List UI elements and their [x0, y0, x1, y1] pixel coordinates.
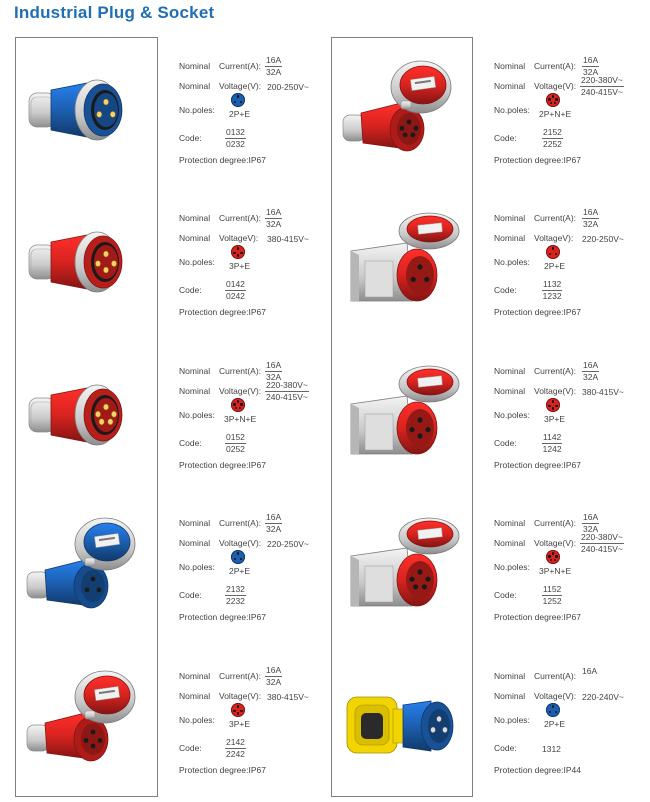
voltage-value-line: 220-380V~ — [581, 532, 623, 542]
pole-diagram-icon — [546, 93, 560, 107]
current-value — [265, 513, 282, 533]
code-value-line: 2142 — [226, 737, 245, 747]
voltage-value-line: 220-380V~ — [266, 380, 308, 390]
product-image-svg — [21, 209, 151, 309]
nominal-label: Nominal — [179, 366, 211, 376]
nominal-label: Nominal — [179, 213, 211, 223]
product-image-svg — [21, 362, 151, 462]
current-value-line: 32A — [583, 66, 599, 77]
code-label: Code: — [179, 133, 202, 143]
poles-label: No.poles: — [179, 410, 215, 420]
current-value-line: 32A — [583, 218, 599, 229]
voltage-label: Voltage(V): — [219, 538, 262, 548]
code-value — [225, 738, 246, 758]
voltage-label: Voltage(V): — [534, 386, 577, 396]
voltage-value — [580, 533, 624, 553]
voltage-value-line: 220-250V~ — [267, 539, 309, 549]
pole-diagram-icon — [231, 93, 245, 107]
poles-value: 2P+N+E — [539, 109, 572, 119]
poles-label: No.poles: — [494, 105, 530, 115]
poles-label: No.poles: — [494, 410, 530, 420]
voltage-value — [267, 692, 309, 702]
code-value-line: 1132 — [543, 279, 562, 289]
nominal-label: Nominal — [494, 538, 526, 548]
product-image — [21, 667, 151, 767]
code-value-line: 0152 — [226, 432, 245, 442]
current-value-line: 32A — [266, 523, 282, 534]
current-label: Current(A): — [534, 213, 577, 223]
nominal-label: Nominal — [179, 233, 211, 243]
product-image — [337, 362, 467, 462]
poles-label: No.poles: — [179, 105, 215, 115]
product-image-svg — [337, 209, 467, 309]
current-label: Current(A): — [219, 61, 262, 71]
voltage-value — [580, 76, 624, 96]
current-value — [582, 56, 599, 76]
code-value-line: 1312 — [542, 744, 561, 754]
current-value-line: 16A — [583, 55, 599, 65]
code-value-line: 1242 — [542, 443, 562, 454]
current-label: Current(A): — [219, 366, 262, 376]
code-value-line: 2152 — [543, 127, 562, 137]
nominal-label: Nominal — [179, 386, 211, 396]
nominal-label: Nominal — [179, 518, 211, 528]
voltage-label: Voltage(V): — [534, 538, 577, 548]
pole-diagram-icon — [231, 550, 245, 564]
nominal-label: Nominal — [494, 671, 526, 681]
nominal-label: Nominal — [179, 81, 211, 91]
current-value — [265, 56, 282, 76]
current-value-line: 16A — [583, 512, 599, 522]
poles-value: 3P+N+E — [539, 566, 572, 576]
product-spec — [179, 665, 339, 780]
code-label: Code: — [494, 438, 517, 448]
nominal-label: Nominal — [179, 538, 211, 548]
poles-label: No.poles: — [494, 257, 530, 267]
current-value-line: 16A — [582, 666, 598, 676]
voltage-label: Voltage(V): — [219, 691, 262, 701]
product-image — [21, 209, 151, 309]
protection-degree: Protection degree:IP44 — [494, 765, 581, 775]
product-spec — [179, 512, 339, 627]
nominal-label: Nominal — [494, 233, 526, 243]
voltage-label: VoltageV): — [534, 233, 574, 243]
poles-label: No.poles: — [494, 562, 530, 572]
current-value-line: 16A — [266, 55, 282, 65]
pole-diagram-icon — [546, 550, 560, 564]
code-label: Code: — [179, 590, 202, 600]
current-value-line: 16A — [266, 360, 282, 370]
nominal-label: Nominal — [494, 213, 526, 223]
code-label: Code: — [494, 743, 517, 753]
protection-degree: Protection degree:IP67 — [494, 460, 581, 470]
product-spec — [494, 360, 650, 475]
poles-label: No.poles: — [179, 257, 215, 267]
code-value — [542, 128, 563, 148]
current-label: Current(A): — [534, 366, 577, 376]
poles-value: 3P+E — [229, 261, 251, 271]
protection-degree: Protection degree:IP67 — [179, 612, 266, 622]
code-value-line: 2132 — [226, 584, 245, 594]
voltage-value — [582, 387, 624, 397]
current-value-line: 32A — [266, 676, 282, 687]
pole-diagram-icon — [231, 245, 245, 259]
protection-degree: Protection degree:IP67 — [179, 155, 266, 165]
current-label: Current(A): — [219, 518, 262, 528]
voltage-value-line: 240-415V~ — [266, 391, 308, 402]
current-value — [265, 361, 282, 381]
code-label: Code: — [494, 590, 517, 600]
poles-label: No.poles: — [179, 715, 215, 725]
voltage-value-line: 240-415V~ — [581, 86, 623, 97]
voltage-value-line: 240-415V~ — [581, 543, 623, 554]
voltage-value-line: 380-415V~ — [267, 692, 309, 702]
pole-diagram-icon — [231, 703, 245, 717]
voltage-value — [265, 381, 309, 401]
poles-value: 2P+E — [229, 109, 251, 119]
code-value-line: 2242 — [226, 748, 245, 759]
code-label: Code: — [494, 133, 517, 143]
product-image-svg — [337, 57, 467, 157]
voltage-label: Voltage(V): — [219, 386, 262, 396]
code-value — [225, 128, 246, 148]
current-value-line: 16A — [266, 665, 282, 675]
voltage-label: Voltage(V): — [219, 81, 262, 91]
poles-label: No.poles: — [494, 715, 530, 725]
voltage-value — [267, 234, 309, 244]
current-value-line: 16A — [266, 512, 282, 522]
code-value-line: 0242 — [226, 290, 245, 301]
product-spec — [179, 207, 339, 322]
code-label: Code: — [179, 285, 202, 295]
protection-degree: Protection degree:IP67 — [494, 155, 581, 165]
current-value-line: 32A — [583, 523, 599, 534]
code-value — [225, 433, 246, 453]
current-label: Current(A): — [219, 213, 262, 223]
product-image — [337, 667, 467, 767]
product-spec — [494, 666, 650, 780]
product-image — [21, 514, 151, 614]
current-value-line: 32A — [266, 66, 282, 77]
product-image-svg — [337, 667, 467, 767]
product-image-svg — [21, 667, 151, 767]
poles-value: 3P+E — [544, 414, 566, 424]
code-label: Code: — [494, 285, 517, 295]
page-title: Industrial Plug & Socket — [14, 3, 215, 22]
current-value-line: 16A — [583, 207, 599, 217]
poles-value: 3P+N+E — [224, 414, 257, 424]
code-value-line: 2252 — [543, 138, 562, 149]
voltage-value — [267, 82, 309, 92]
code-value-line: 0142 — [226, 279, 245, 289]
current-value — [582, 513, 599, 533]
poles-value: 2P+E — [229, 566, 251, 576]
pole-diagram-icon — [231, 398, 245, 412]
voltage-value — [582, 692, 624, 702]
code-value-line: 1142 — [543, 432, 562, 442]
code-label: Code: — [179, 438, 202, 448]
code-value-line: 0252 — [226, 443, 245, 454]
nominal-label: Nominal — [179, 691, 211, 701]
product-spec — [494, 55, 650, 170]
protection-degree: Protection degree:IP67 — [179, 765, 266, 775]
voltage-value-line: 220-250V~ — [582, 234, 624, 244]
product-image — [337, 57, 467, 157]
code-value — [542, 585, 562, 605]
voltage-label: Voltage(V): — [534, 81, 577, 91]
code-value-line: 1152 — [543, 584, 562, 594]
poles-value: 2P+E — [544, 261, 566, 271]
nominal-label: Nominal — [494, 366, 526, 376]
pole-diagram-icon — [546, 245, 560, 259]
current-label: Current(A): — [534, 671, 577, 681]
product-spec — [494, 512, 650, 627]
voltage-value-line: 200-250V~ — [267, 82, 309, 92]
poles-value: 2P+E — [544, 719, 566, 729]
nominal-label: Nominal — [179, 61, 211, 71]
pole-diagram-icon — [546, 703, 560, 717]
code-value-line: 0232 — [226, 138, 245, 149]
code-value — [225, 280, 246, 300]
code-value — [542, 280, 562, 300]
protection-degree: Protection degree:IP67 — [179, 307, 266, 317]
code-value-line: 1252 — [542, 595, 562, 606]
protection-degree: Protection degree:IP67 — [494, 612, 581, 622]
pole-diagram-icon — [546, 398, 560, 412]
voltage-value-line: 380-415V~ — [582, 387, 624, 397]
current-value-line: 16A — [266, 207, 282, 217]
current-value — [265, 208, 282, 228]
product-image — [21, 57, 151, 157]
code-value — [542, 744, 561, 754]
product-image — [337, 209, 467, 309]
voltage-value — [582, 234, 624, 244]
current-value — [265, 666, 282, 686]
product-spec — [179, 360, 339, 475]
poles-label: No.poles: — [179, 562, 215, 572]
current-value — [582, 208, 599, 228]
protection-degree: Protection degree:IP67 — [179, 460, 266, 470]
current-label: Current(A): — [219, 671, 262, 681]
code-value — [542, 433, 562, 453]
nominal-label: Nominal — [494, 518, 526, 528]
code-value-line: 0132 — [226, 127, 245, 137]
product-image-svg — [21, 57, 151, 157]
voltage-label: VoltageV): — [219, 233, 259, 243]
voltage-value — [267, 539, 309, 549]
product-image — [337, 514, 467, 614]
voltage-value-line: 220-240V~ — [582, 692, 624, 702]
protection-degree: Protection degree:IP67 — [494, 307, 581, 317]
code-value-line: 2232 — [226, 595, 245, 606]
code-value — [225, 585, 246, 605]
nominal-label: Nominal — [179, 671, 211, 681]
nominal-label: Nominal — [494, 386, 526, 396]
current-value-line: 32A — [583, 371, 599, 382]
current-value-line: 32A — [266, 371, 282, 382]
voltage-value-line: 220-380V~ — [581, 75, 623, 85]
current-label: Current(A): — [534, 61, 577, 71]
poles-value: 3P+E — [229, 719, 251, 729]
code-value-line: 1232 — [542, 290, 562, 301]
current-label: Current(A): — [534, 518, 577, 528]
nominal-label: Nominal — [494, 61, 526, 71]
product-spec — [494, 207, 650, 322]
voltage-label: Voltage(V): — [534, 691, 577, 701]
voltage-value-line: 380-415V~ — [267, 234, 309, 244]
current-value — [582, 361, 599, 381]
current-value — [582, 666, 597, 676]
product-image-svg — [21, 514, 151, 614]
product-image-svg — [337, 362, 467, 462]
nominal-label: Nominal — [494, 691, 526, 701]
product-spec — [179, 55, 339, 170]
product-image-svg — [337, 514, 467, 614]
nominal-label: Nominal — [494, 81, 526, 91]
current-value-line: 16A — [583, 360, 599, 370]
current-value-line: 32A — [266, 218, 282, 229]
product-image — [21, 362, 151, 462]
code-label: Code: — [179, 743, 202, 753]
